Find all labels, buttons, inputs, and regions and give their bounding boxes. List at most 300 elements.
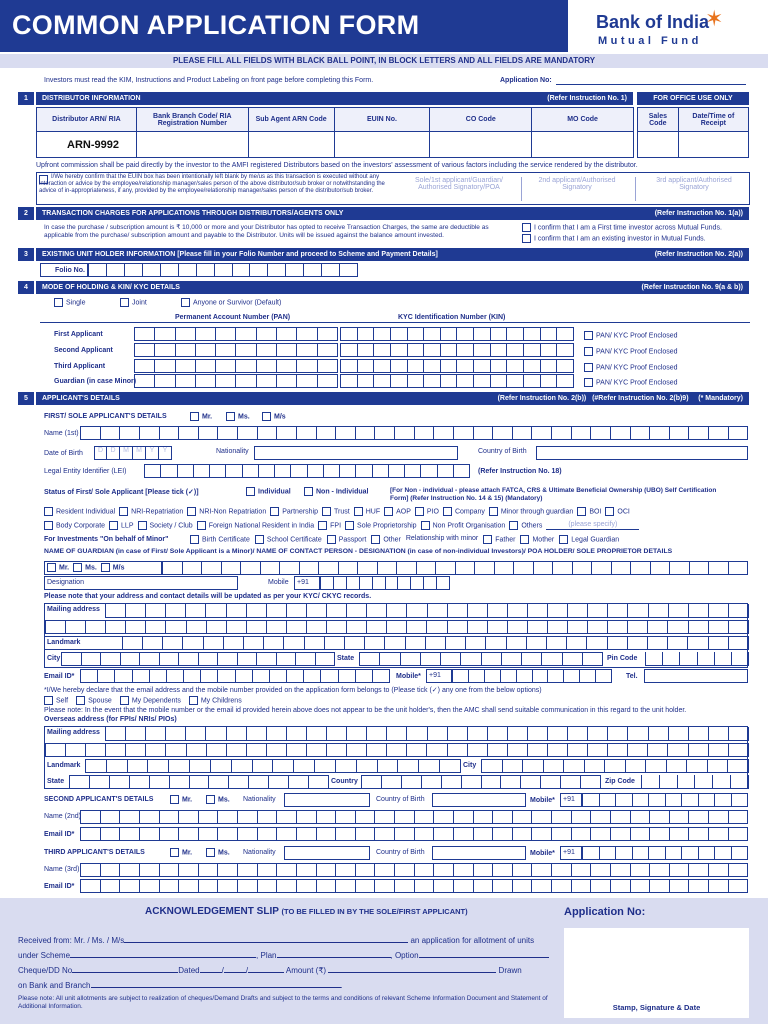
section-number: 5 <box>18 392 34 405</box>
checkbox[interactable] <box>584 378 593 387</box>
co-field[interactable] <box>430 132 532 158</box>
euin-declaration: I/We hereby confirm that the EUIN box has been intentionally left blank by me/us as this transaction is executed without any interaction or advice by the employee/relationship manager/sales person of the above distributor/sub broker or notwithstanding the advice of in-appropriateness, if any, provided by the employee/relationship manager/sales person of the distributor/sub broker. <box>39 174 385 194</box>
option-label: NRI-Non Repatriation <box>199 508 267 516</box>
email-boxes[interactable] <box>80 669 390 683</box>
dob-box[interactable]: D <box>94 446 107 460</box>
option-line[interactable] <box>419 957 549 958</box>
checkbox[interactable] <box>181 298 190 307</box>
belongs-self[interactable] <box>44 696 68 705</box>
plan-line[interactable] <box>277 957 391 958</box>
title-label: Ms. <box>218 849 230 857</box>
title-label: M/s <box>274 413 286 421</box>
proof-2[interactable] <box>584 347 678 356</box>
bank-line[interactable] <box>91 987 341 988</box>
mailing-boxes-2[interactable] <box>45 620 749 634</box>
arn-value[interactable]: ARN-9992 <box>37 132 137 158</box>
name3-label: Name (3rd) <box>44 866 80 873</box>
cob-field[interactable] <box>536 446 748 460</box>
application-no-line[interactable] <box>556 84 746 85</box>
bank-row: on Bank and Branch . <box>18 981 343 990</box>
second-mr[interactable] <box>170 795 192 804</box>
status-npo[interactable] <box>421 521 506 530</box>
second-nationality-label: Nationality <box>243 796 276 803</box>
mode-single[interactable] <box>54 298 85 307</box>
ack-title-text: ACKNOWLEDGEMENT SLIP <box>145 906 279 917</box>
form-title: COMMON APPLICATION FORM <box>12 10 420 40</box>
section-ref: (Refer Instruction No. 2(a)) <box>654 251 743 258</box>
belongs-spouse[interactable] <box>76 696 112 705</box>
checkbox[interactable] <box>54 298 63 307</box>
tel-field[interactable] <box>644 669 748 683</box>
proof-3[interactable] <box>584 363 678 372</box>
city-boxes[interactable] <box>61 652 335 666</box>
title-mss[interactable] <box>262 412 286 421</box>
checkbox[interactable] <box>246 487 255 496</box>
checkbox[interactable] <box>206 795 215 804</box>
second-applicant-title: SECOND APPLICANT'S DETAILS <box>44 796 154 803</box>
checkbox[interactable] <box>109 521 118 530</box>
overseas-state-boxes[interactable] <box>69 775 329 789</box>
status-society[interactable] <box>138 521 193 530</box>
mobile-star-label: Mobile* <box>396 673 421 680</box>
section-4-header <box>18 281 749 294</box>
overseas-boxes-2[interactable] <box>45 743 749 757</box>
overseas-city-boxes[interactable] <box>481 759 749 773</box>
title-label: Ms. <box>238 413 250 421</box>
email3-label: Email ID* <box>44 883 75 890</box>
stamp-label: Stamp, Signature & Date <box>612 1003 701 1012</box>
status-llp[interactable] <box>109 521 133 530</box>
mobile-label: Mobile <box>268 579 289 586</box>
mailing-address-block <box>44 603 748 668</box>
designation-label: Designation <box>47 579 84 586</box>
second-ms[interactable] <box>206 795 230 804</box>
checkbox[interactable] <box>76 696 85 705</box>
status-nri-nonrep[interactable] <box>187 507 266 516</box>
option-label: I confirm that I am a First time investor across Mutual Funds. <box>534 224 722 232</box>
checkbox[interactable] <box>559 535 568 544</box>
checkbox[interactable] <box>584 331 593 340</box>
overseas-label: Overseas address (for FPIs/ NRIs/ PIOs) <box>44 716 177 723</box>
status-pio[interactable] <box>415 507 439 516</box>
bank-label: on Bank and Branch <box>18 981 91 990</box>
guardian-ms[interactable] <box>73 563 97 573</box>
checkbox[interactable] <box>584 347 593 356</box>
belongs-options <box>44 696 242 705</box>
minor-school-cert[interactable] <box>255 535 322 544</box>
branch-field[interactable] <box>136 132 248 158</box>
status-aop[interactable] <box>384 507 411 516</box>
ack-note: Please note: All unit allotments are subject to realization of cheques/Demand Drafts and subject to the terms and conditions of relevant Scheme Information Document and Statement of Additional Information. <box>18 995 548 1010</box>
checkbox[interactable] <box>119 507 128 516</box>
proof-1[interactable] <box>584 331 678 340</box>
kin-boxes-2[interactable] <box>340 343 574 357</box>
title-label: Ms. <box>85 564 97 572</box>
kin-header: KYC Identification Number (KIN) <box>398 314 506 321</box>
overseas-country-boxes[interactable] <box>361 775 601 789</box>
checkbox[interactable] <box>577 507 586 516</box>
status-trust[interactable] <box>322 507 350 516</box>
overseas-country-label: Country <box>331 778 358 785</box>
amount-line[interactable] <box>328 972 496 973</box>
title-label: Mr. <box>202 413 213 421</box>
pan-boxes-2[interactable] <box>134 343 338 357</box>
name1-label: Name (1st) <box>44 430 79 437</box>
checkbox[interactable] <box>138 521 147 530</box>
checkbox[interactable] <box>44 696 53 705</box>
mode-label: Anyone or Survivor (Default) <box>193 299 282 307</box>
checkbox[interactable] <box>170 848 179 857</box>
section-number: 3 <box>18 248 34 261</box>
kin-boxes-4[interactable] <box>340 374 574 388</box>
landmark-label: Landmark <box>47 639 81 646</box>
status-oci[interactable] <box>605 507 629 516</box>
cheque-row: Cheque/DD No Dated / / Amount (₹) Drawn <box>18 966 522 975</box>
checkbox[interactable] <box>187 507 196 516</box>
guardian-name-boxes[interactable] <box>162 561 748 575</box>
name3-boxes[interactable] <box>80 863 748 877</box>
checkbox[interactable] <box>44 507 53 516</box>
first-applicant-title: FIRST/ SOLE APPLICANT'S DETAILS <box>44 413 167 420</box>
email2-boxes[interactable] <box>80 827 748 841</box>
option-label: Passport <box>338 536 367 544</box>
title-label: M/s <box>112 564 125 572</box>
scheme-row: under Scheme , Plan , Option <box>18 951 549 960</box>
option-label: Foreign National Resident in India <box>208 522 315 530</box>
belongs-childrens[interactable] <box>189 696 242 705</box>
col-co: CO Code <box>430 108 532 132</box>
status-body-corp[interactable] <box>44 521 105 530</box>
proof-label: PAN/ KYC Proof Enclosed <box>596 348 678 356</box>
checkbox[interactable] <box>384 507 393 516</box>
pan-boxes-4[interactable] <box>134 374 338 388</box>
row-third-applicant: Third Applicant <box>54 363 106 370</box>
option-label: FPI <box>330 522 342 530</box>
option-label: BOI <box>589 508 602 516</box>
lei-boxes[interactable] <box>144 464 470 478</box>
minor-birth-cert[interactable] <box>190 535 250 544</box>
pin-boxes[interactable] <box>645 652 749 666</box>
third-mobile-boxes[interactable] <box>582 846 748 860</box>
mobile-star-boxes[interactable] <box>452 669 612 683</box>
logo-name: Bank of India <box>596 12 710 32</box>
sign-3: 3rd applicant/Authorised Signatory <box>656 177 732 191</box>
section-ref: (Refer Instruction No. 1(a)) <box>654 210 743 217</box>
kin-boxes-1[interactable] <box>340 327 574 341</box>
status-company[interactable] <box>443 507 485 516</box>
logo-sub: Mutual Fund <box>598 35 702 47</box>
checkbox[interactable] <box>489 507 498 516</box>
status-nonindividual[interactable] <box>304 487 369 496</box>
amount-label: Amount (₹) <box>285 966 327 975</box>
option-label: Father <box>495 536 516 544</box>
title-label: Mr. <box>59 564 70 572</box>
existing-option[interactable] <box>522 234 706 243</box>
section-1-header <box>18 92 633 105</box>
overseas-state-label: State <box>47 778 65 785</box>
second-cob-label: Country of Birth <box>376 796 425 803</box>
office-table <box>637 107 749 158</box>
row-first-applicant: First Applicant <box>54 331 103 338</box>
distributor-table <box>36 107 634 158</box>
minor-relationship-label: Relationship with minor <box>405 535 479 542</box>
dob-boxes[interactable] <box>94 446 172 460</box>
folio-label: Folio No. <box>40 263 88 277</box>
minor-other[interactable] <box>371 535 401 544</box>
zip-label: Zip Code <box>605 778 635 785</box>
name2-label: Name (2nd) <box>44 813 81 820</box>
application-no-label: Application No: <box>500 77 552 84</box>
header-banner <box>0 0 568 52</box>
section-title: DISTRIBUTOR INFORMATION <box>42 95 141 102</box>
option-label: Sole Proprietorship <box>357 522 417 530</box>
third-cob-field[interactable] <box>432 846 526 860</box>
name2-boxes[interactable] <box>80 810 748 824</box>
option-label: Society / Club <box>149 522 193 530</box>
section-title: MODE OF HOLDING & KIN/ KYC DETAILS <box>42 284 180 291</box>
checkbox[interactable] <box>73 563 82 572</box>
checkbox[interactable] <box>322 507 331 516</box>
dob-box[interactable]: D <box>107 446 120 460</box>
zip-boxes[interactable] <box>641 775 749 789</box>
third-nationality-field[interactable] <box>284 846 370 860</box>
euin-field[interactable] <box>334 132 430 158</box>
mobile-note: Please note: In the event that the mobile number or the email id provided herein above does not appear to be the unit holder's, then the AMC shall send suitable communication in this regard to the unit holder. <box>44 707 687 714</box>
checkbox[interactable] <box>226 412 235 421</box>
option-label: Trust <box>334 508 350 516</box>
checkbox[interactable] <box>520 535 529 544</box>
option-label: Non Profit Organisation <box>432 522 506 530</box>
sales-code-field[interactable] <box>638 132 679 158</box>
checkbox[interactable] <box>270 507 279 516</box>
third-ms[interactable] <box>206 848 230 857</box>
email3-boxes[interactable] <box>80 879 748 893</box>
allot-label: an application for allotment of units <box>410 936 535 945</box>
status-minor[interactable] <box>489 507 573 516</box>
status-others[interactable] <box>509 521 542 530</box>
checkbox[interactable] <box>509 521 518 530</box>
checkbox[interactable] <box>304 487 313 496</box>
date-day[interactable] <box>200 972 222 973</box>
checkbox[interactable] <box>415 507 424 516</box>
proof-4[interactable] <box>584 378 678 387</box>
status-partnership[interactable] <box>270 507 318 516</box>
cheque-label: Cheque/DD No <box>18 966 73 975</box>
overseas-boxes-1[interactable] <box>105 727 749 741</box>
option-label: I confirm that I am an existing investor in Mutual Funds. <box>534 235 706 243</box>
dob-label: Date of Birth <box>44 450 83 457</box>
mobile-star-prefix: +91 <box>426 669 452 683</box>
checkbox[interactable] <box>354 507 363 516</box>
star-icon: ✶ <box>705 6 724 31</box>
checkbox[interactable] <box>443 507 452 516</box>
upfront-note: Upfront commission shall be paid directly by the investor to the AMFI registered Distributors based on the investors' assessment of various factors including the service rendered by the distributor. <box>36 162 638 169</box>
status-nri-rep[interactable] <box>119 507 183 516</box>
second-nationality-field[interactable] <box>284 793 370 807</box>
option-label: Legal Guardian <box>571 536 620 544</box>
state-boxes[interactable] <box>359 652 603 666</box>
option-label: Others <box>521 522 543 530</box>
status-resident[interactable] <box>44 507 115 516</box>
third-applicant-title: THIRD APPLICANT'S DETAILS <box>44 849 145 856</box>
pan-boxes-1[interactable] <box>134 327 338 341</box>
option-label: AOP <box>396 508 411 516</box>
status-boi[interactable] <box>577 507 601 516</box>
section-5-header <box>18 392 749 405</box>
checkbox[interactable] <box>327 535 336 544</box>
option-label: Company <box>454 508 485 516</box>
col-sales-code: Sales Code <box>638 108 679 132</box>
date-month[interactable] <box>224 972 246 973</box>
status-fpi[interactable] <box>318 521 341 530</box>
divider <box>40 322 750 323</box>
col-branch: Bank Branch Code/ RIA Registration Number <box>136 108 248 132</box>
checkbox[interactable] <box>47 563 56 572</box>
checkbox[interactable] <box>190 535 199 544</box>
state-label: State <box>337 655 355 662</box>
checkbox[interactable] <box>345 521 354 530</box>
title-mr[interactable] <box>190 412 212 421</box>
mode-anyone[interactable] <box>181 298 281 307</box>
overseas-address-block <box>44 726 748 789</box>
checkbox[interactable] <box>44 521 53 530</box>
kin-boxes-3[interactable] <box>340 359 574 373</box>
second-cob-field[interactable] <box>432 793 526 807</box>
designation-field[interactable] <box>44 576 238 590</box>
checkbox[interactable] <box>189 696 198 705</box>
folio-boxes[interactable] <box>88 263 358 277</box>
checkbox[interactable] <box>120 696 129 705</box>
scheme-label: under Scheme <box>18 951 71 960</box>
option-label: School Certificate <box>266 536 322 544</box>
minor-father[interactable] <box>483 535 515 544</box>
section-title: TRANSACTION CHARGES FOR APPLICATIONS THROUGH DISTRIBUTORS/AGENTS ONLY <box>42 210 344 217</box>
received-line[interactable] <box>124 942 408 943</box>
option-label: Minor through guardian <box>500 508 574 516</box>
others-specify[interactable]: (please specify) <box>546 521 639 530</box>
third-cob-label: Country of Birth <box>376 849 425 856</box>
dated-label: Dated <box>178 966 200 975</box>
overseas-landmark-boxes[interactable] <box>85 759 461 773</box>
status-foreign[interactable] <box>197 521 314 530</box>
office-use-header: FOR OFFICE USE ONLY <box>637 92 749 105</box>
checkbox[interactable] <box>120 298 129 307</box>
mailing-boxes-1[interactable] <box>105 604 749 618</box>
option-label: Body Corporate <box>56 522 106 530</box>
option-label: Other <box>383 536 401 544</box>
pan-boxes-3[interactable] <box>134 359 338 373</box>
section-title: APPLICANT'S DETAILS <box>42 395 120 402</box>
ack-title <box>145 906 468 917</box>
title-label: Mr. <box>182 849 193 857</box>
checkbox[interactable] <box>262 412 271 421</box>
stamp-box[interactable] <box>564 928 749 1018</box>
option-label: Birth Certificate <box>202 536 250 544</box>
nationality-field[interactable] <box>254 446 458 460</box>
mo-field[interactable] <box>532 132 634 158</box>
pin-label: Pin Code <box>607 655 638 662</box>
checkbox[interactable] <box>197 521 206 530</box>
dob-box[interactable]: M <box>133 446 146 460</box>
col-euin: EUIN No. <box>334 108 430 132</box>
date-year[interactable] <box>248 972 284 973</box>
minor-legal-guardian[interactable] <box>559 535 619 544</box>
guardian-label: NAME OF GUARDIAN (in case of First/ Sole Applicant is a Minor)/ NAME OF CONTACT PERSON - DESIGNATION (in case of non-individual Investors)/ POA HOLDER/ SOLE PROPRIETOR DETAILS <box>44 548 673 555</box>
col-subagent: Sub Agent ARN Code <box>248 108 334 132</box>
checkbox[interactable] <box>190 412 199 421</box>
scheme-line[interactable] <box>70 957 256 958</box>
status-individual[interactable] <box>246 487 291 496</box>
status-label: Status of First/ Sole Applicant [Please tick (✓)] <box>44 489 199 496</box>
option-label: Resident Individual <box>56 508 116 516</box>
third-mr[interactable] <box>170 848 192 857</box>
ref-3: (* Mandatory) <box>698 395 743 402</box>
title-ms[interactable] <box>226 412 250 421</box>
col-date-time: Date/Time of Receipt <box>678 108 748 132</box>
option-label: Partnership <box>282 508 319 516</box>
checkbox[interactable] <box>170 795 179 804</box>
lei-ref: (Refer Instruction No. 18) <box>478 468 562 475</box>
subagent-field[interactable] <box>248 132 334 158</box>
checkbox[interactable] <box>522 234 531 243</box>
sign-2: 2nd applicant/Authorised Signatory <box>538 177 616 191</box>
second-mobile-boxes[interactable] <box>582 793 748 807</box>
mode-joint[interactable] <box>120 298 147 307</box>
checkbox[interactable] <box>255 535 264 544</box>
option-label: My Dependents <box>131 697 181 705</box>
divider <box>635 177 636 201</box>
dob-box[interactable]: Y <box>159 446 172 460</box>
minor-passport[interactable] <box>327 535 367 544</box>
status-row-1 <box>44 507 630 516</box>
cheque-line[interactable] <box>72 972 178 973</box>
minor-mother[interactable] <box>520 535 554 544</box>
checkbox[interactable] <box>206 848 215 857</box>
minor-options <box>190 535 619 544</box>
status-huf[interactable] <box>354 507 380 516</box>
dob-box[interactable]: M <box>120 446 133 460</box>
name1-boxes[interactable] <box>80 426 748 440</box>
belongs-dependents[interactable] <box>120 696 181 705</box>
checkbox[interactable] <box>584 363 593 372</box>
section-number: 1 <box>18 92 34 105</box>
received-row <box>18 936 534 945</box>
checkbox[interactable] <box>371 535 380 544</box>
guardian-mss[interactable] <box>101 563 125 573</box>
guardian-mr[interactable] <box>47 563 69 573</box>
second-mobile-prefix: +91 <box>560 793 582 807</box>
checkbox[interactable] <box>522 223 531 232</box>
dob-box[interactable]: Y <box>146 446 159 460</box>
checkbox[interactable] <box>318 521 327 530</box>
ref-1: (Refer Instruction No. 2(b)) <box>497 395 587 402</box>
overseas-landmark-label: Landmark <box>47 762 81 769</box>
checkbox[interactable] <box>483 535 492 544</box>
checkbox[interactable] <box>605 507 614 516</box>
first-time-option[interactable] <box>522 223 722 232</box>
checkbox[interactable] <box>101 563 110 572</box>
guardian-title <box>44 561 162 575</box>
mobile-boxes[interactable] <box>320 576 450 590</box>
date-time-field[interactable] <box>678 132 748 158</box>
status-sole-prop[interactable] <box>345 521 417 530</box>
email-decl: *I/We hereby declare that the email address and the mobile number provided on the application form belongs to (Please tick (✓) any one from the below options) <box>44 687 542 694</box>
email2-label: Email ID* <box>44 831 75 838</box>
landmark-boxes[interactable] <box>45 636 749 650</box>
checkbox[interactable] <box>421 521 430 530</box>
section-ref: (Refer Instruction No. 1) <box>547 95 627 102</box>
row-second-applicant: Second Applicant <box>54 347 113 354</box>
